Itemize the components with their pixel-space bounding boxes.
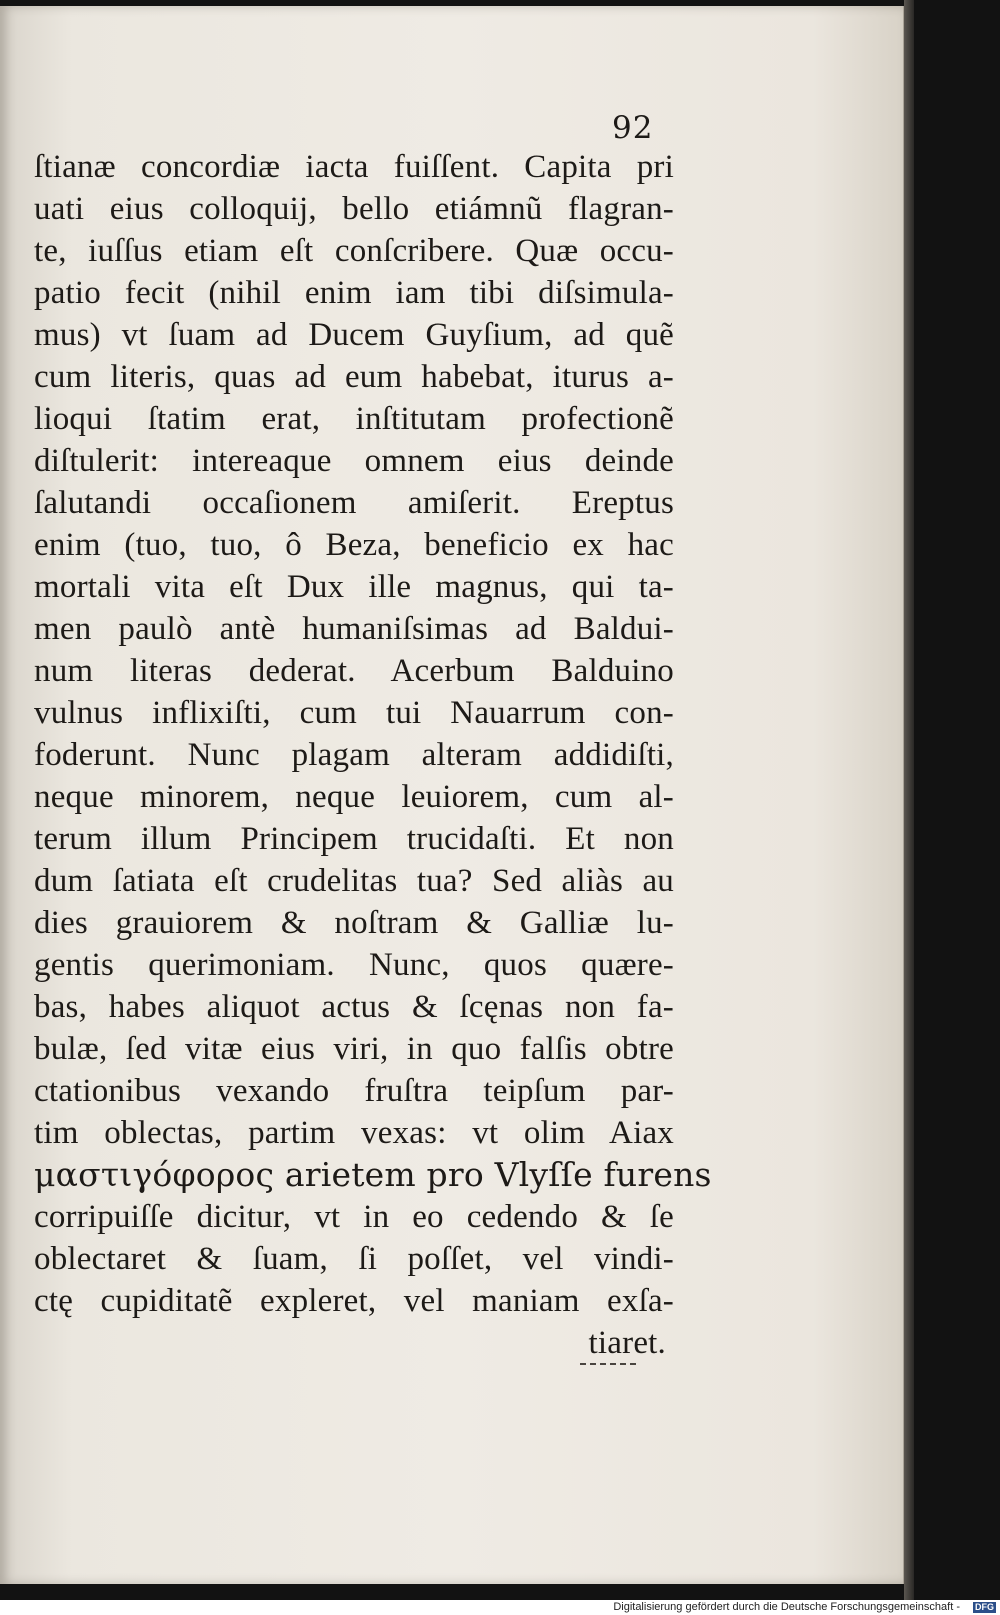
text-line: dum ſatiata eſt crudelitas tua? Sed aliàs au xyxy=(34,863,674,899)
footer-credit: Digitalisierung gefördert durch die Deutsche Forschungsgemeinschaft - xyxy=(613,1601,960,1613)
text-line: diſtulerit: intereaque omnem eius deinde xyxy=(34,443,674,479)
text-line: patio fecit (nihil enim iam tibi diſsimula- xyxy=(34,275,674,311)
digitization-footer xyxy=(0,1600,1000,1615)
text-line: lioqui ſtatim erat, inſtitutam profectionẽ xyxy=(34,401,674,437)
body-text xyxy=(34,146,712,1364)
text-line: uati eius colloquij, bello etiámnũ flagran- xyxy=(34,191,674,227)
text-line: ctę cupiditatẽ expleret, vel maniam exſa- xyxy=(34,1283,674,1319)
book-page xyxy=(0,6,905,1584)
text-line: mus) vt ſuam ad Ducem Guyſium, ad quẽ xyxy=(34,317,674,353)
text-line: gentis querimoniam. Nunc, quos quære- xyxy=(34,947,674,983)
text-line-greek: μαστιγόφορος arietem pro Vlyſſe furens xyxy=(34,1155,712,1194)
text-line: terum illum Principem trucidaſti. Et non xyxy=(34,821,674,857)
text-line: mortali vita eſt Dux ille magnus, qui ta- xyxy=(34,569,674,605)
text-line: neque minorem, neque leuiorem, cum al- xyxy=(34,779,674,815)
text-line: te, iuſſus etiam eſt conſcribere. Quæ occu- xyxy=(34,233,674,269)
text-line: oblectaret & ſuam, ſi poſſet, vel vindi- xyxy=(34,1241,674,1277)
text-line: men paulò antè humaniſsimas ad Baldui- xyxy=(34,611,674,647)
text-line: ctationibus vexando fruſtra teipſum par- xyxy=(34,1073,674,1109)
text-line: tim oblectas, partim vexas: vt olim Aiax xyxy=(34,1115,674,1151)
text-line: vulnus inflixiſti, cum tui Nauarrum con- xyxy=(34,695,674,731)
text-line: dies grauiorem & noſtram & Galliæ lu- xyxy=(34,905,674,941)
text-line: num literas dederat. Acerbum Balduino xyxy=(34,653,674,689)
dfg-logo: DFG xyxy=(975,1602,994,1612)
text-line: cum literis, quas ad eum habebat, iturus a- xyxy=(34,359,674,395)
text-line: enim (tuo, tuo, ô Beza, beneficio ex hac xyxy=(34,527,674,563)
text-line: bas, habes aliquot actus & ſcęnas non fa- xyxy=(34,989,674,1025)
catchword-rule xyxy=(580,1363,636,1368)
catchword: tiaret. xyxy=(588,1325,666,1361)
page-number: 92 xyxy=(612,110,654,146)
text-line: ſtianæ concordiæ iacta fuiſſent. Capita pri xyxy=(34,149,674,185)
text-line: ſalutandi occaſionem amiſerit. Ereptus xyxy=(34,485,674,521)
text-line: corripuiſſe dicitur, vt in eo cedendo & ſe xyxy=(34,1199,674,1235)
text-line: foderunt. Nunc plagam alteram addidiſti, xyxy=(34,737,674,773)
page-edge xyxy=(904,0,914,1600)
text-line: bulæ, ſed vitæ eius viri, in quo falſis obtre xyxy=(34,1031,674,1067)
